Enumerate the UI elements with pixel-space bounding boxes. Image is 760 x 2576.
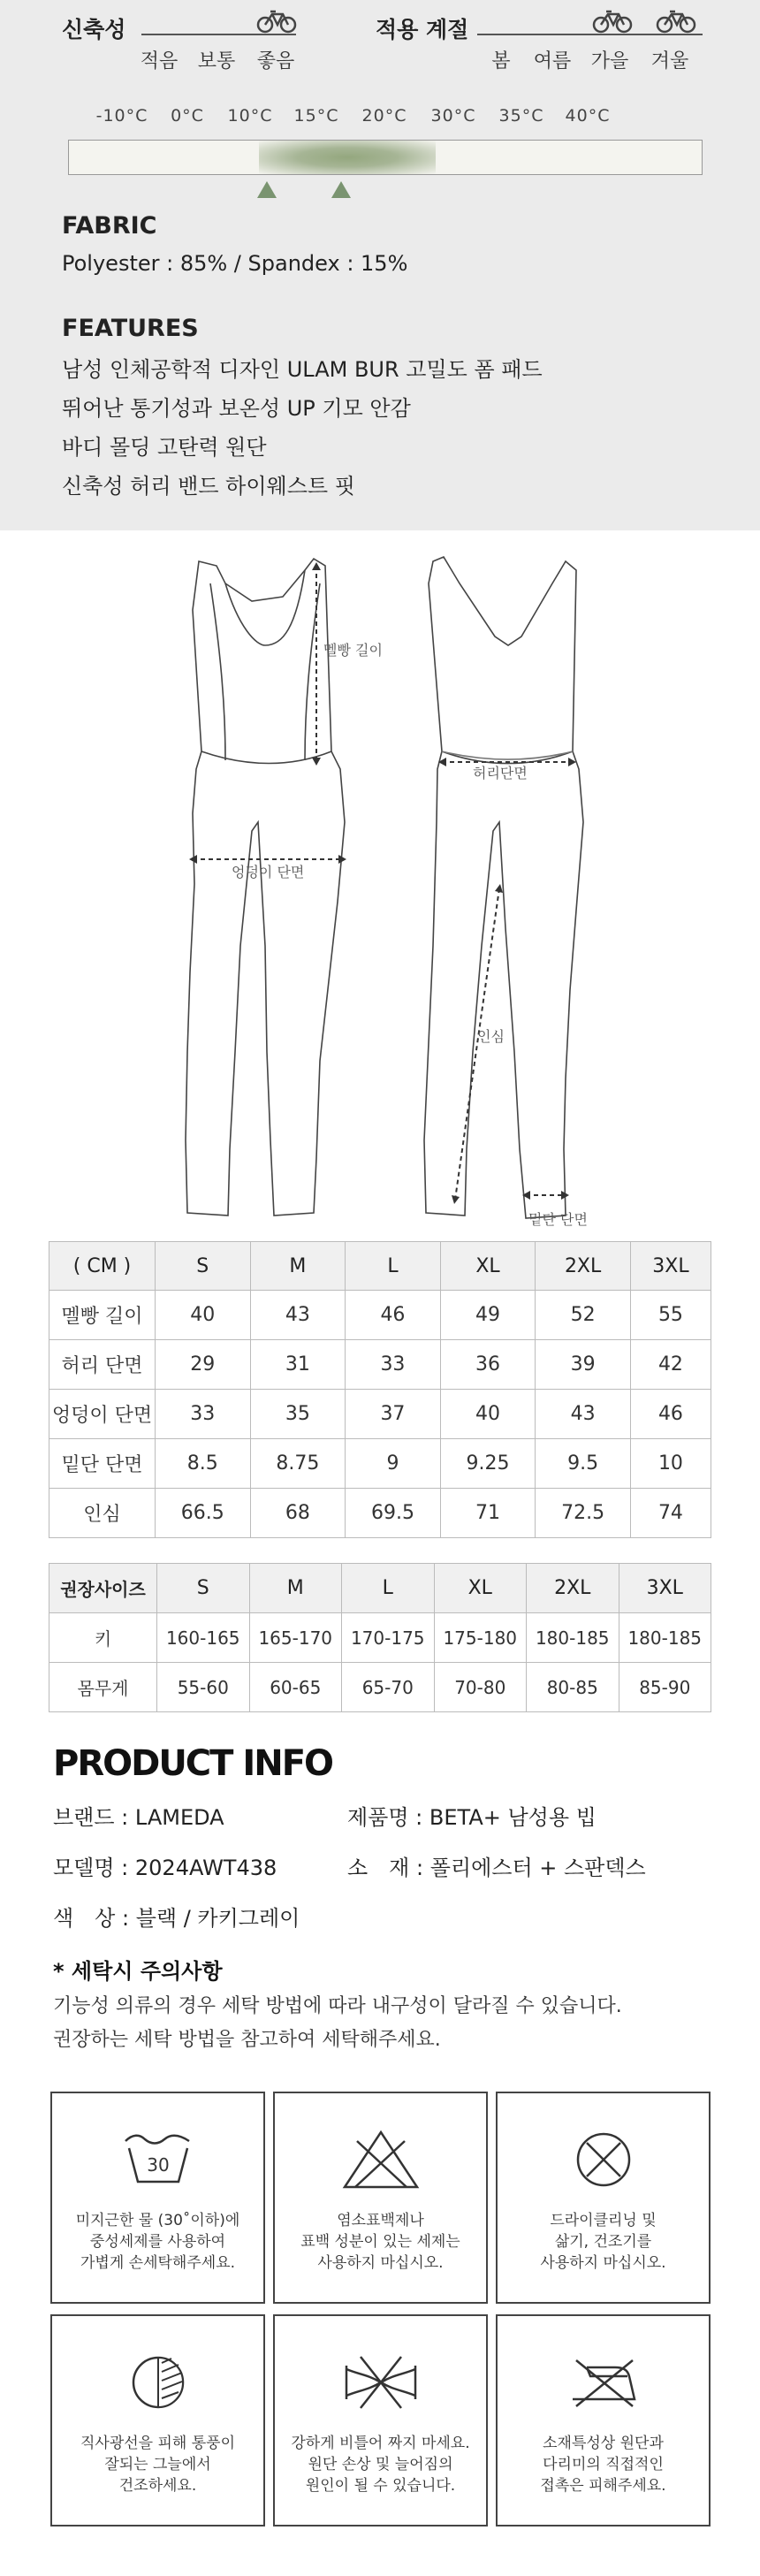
size-table-header: XL	[440, 1242, 536, 1291]
temperature-range-bar	[68, 140, 703, 175]
table-cell: 42	[630, 1340, 711, 1390]
table-cell: 43	[250, 1291, 346, 1340]
recommend-table-header: S	[157, 1564, 250, 1613]
label-waist: 허리단면	[473, 765, 528, 781]
label-strap: 멜빵 길이	[323, 642, 383, 659]
bicycle-icon	[592, 9, 633, 34]
table-cell: 74	[630, 1489, 711, 1538]
stretch-option-high: 좋음	[256, 50, 295, 72]
stretch-option-mid: 보통	[197, 50, 236, 72]
care-caption: 소재특성상 원단과 다리미의 직접적인 접촉은 피해주세요.	[540, 2435, 666, 2495]
table-cell: 40	[156, 1291, 251, 1340]
wash-temperature: 30	[147, 2154, 170, 2176]
stretch-label: 신축성	[62, 17, 126, 42]
recommend-table-header: 권장사이즈	[49, 1564, 157, 1613]
table-cell: 60-65	[249, 1663, 342, 1712]
table-cell: 멜빵 길이	[49, 1291, 156, 1340]
table-cell: 35	[250, 1390, 346, 1439]
table-cell: 66.5	[156, 1489, 251, 1538]
table-cell: 80-85	[527, 1663, 619, 1712]
table-cell: 29	[156, 1340, 251, 1390]
table-cell: 8.5	[156, 1439, 251, 1489]
temp-tick: 40°C	[565, 106, 611, 126]
label-hip: 엉덩이 단면	[232, 864, 305, 880]
table-row	[49, 1663, 711, 1712]
table-cell: 몸무게	[49, 1663, 157, 1712]
temp-tick: 15°C	[293, 106, 339, 126]
feature-item: 뛰어난 통기성과 보온성 UP 기모 안감	[62, 396, 411, 421]
table-cell: 52	[536, 1291, 631, 1340]
size-table-header: L	[346, 1242, 441, 1291]
temp-tick: 30°C	[430, 106, 476, 126]
bicycle-icon	[656, 9, 696, 34]
product-color: 색 상 : 블랙 / 카키그레이	[53, 1906, 300, 1931]
table-cell: 밑단 단면	[49, 1439, 156, 1489]
product-model: 모델명 : 2024AWT438	[53, 1856, 277, 1880]
fabric-heading: FABRIC	[62, 212, 157, 240]
size-table-header: M	[250, 1242, 346, 1291]
feature-item: 바디 몰딩 고탄력 원단	[62, 435, 267, 460]
season-scale-line	[477, 34, 703, 35]
size-table-header: 3XL	[630, 1242, 711, 1291]
table-cell: 49	[440, 1291, 536, 1340]
feature-item: 신축성 허리 밴드 하이웨스트 핏	[62, 474, 355, 499]
product-name: 제품명 : BETA+ 남성용 빕	[347, 1805, 597, 1830]
temp-tick: -10°C	[95, 106, 148, 126]
table-cell: 72.5	[536, 1489, 631, 1538]
label-inseam: 인심	[477, 1028, 505, 1045]
table-cell: 9.5	[536, 1439, 631, 1489]
table-row	[49, 1291, 711, 1340]
features-heading: FEATURES	[62, 315, 199, 342]
table-cell: 허리 단면	[49, 1340, 156, 1390]
care-caption: 염소표백제나 표백 성분이 있는 세제는 사용하지 마십시오.	[300, 2212, 460, 2272]
care-card-iron	[496, 2314, 711, 2526]
table-cell: 36	[440, 1340, 536, 1390]
table-cell: 키	[49, 1613, 157, 1663]
wash-30-icon	[118, 2129, 198, 2191]
size-table-header: S	[156, 1242, 251, 1291]
size-table-header: ( CM )	[49, 1242, 156, 1291]
care-caption: 미지근한 물 (30˚이하)에 중성세제를 사용하여 가볍게 손세탁해주세요.	[75, 2212, 240, 2272]
care-title: * 세탁시 주의사항	[53, 1959, 223, 1984]
table-cell: 71	[440, 1489, 536, 1538]
table-row	[49, 1613, 711, 1663]
product-brand: 브랜드 : LAMEDA	[53, 1805, 224, 1830]
recommend-table-header: 3XL	[619, 1564, 711, 1613]
table-row	[49, 1439, 711, 1489]
table-row	[49, 1489, 711, 1538]
no-dry-clean-icon	[564, 2129, 643, 2191]
table-cell: 10	[630, 1439, 711, 1489]
table-cell: 인심	[49, 1489, 156, 1538]
season-option-winter: 겨울	[650, 50, 689, 72]
no-wring-icon	[341, 2351, 421, 2413]
table-row	[49, 1340, 711, 1390]
table-cell: 85-90	[619, 1663, 711, 1712]
front-bib-outline	[186, 559, 345, 1216]
table-cell: 165-170	[249, 1613, 342, 1663]
temp-tick: 20°C	[361, 106, 407, 126]
table-cell: 9	[346, 1439, 441, 1489]
care-caption: 직사광선을 피해 통풍이 잘되는 그늘에서 건조하세요.	[80, 2435, 236, 2495]
temp-tick: 10°C	[227, 106, 273, 126]
product-info-title: PRODUCT INFO	[53, 1743, 333, 1784]
table-cell: 175-180	[434, 1613, 527, 1663]
table-cell: 엉덩이 단면	[49, 1390, 156, 1439]
care-description: 권장하는 세탁 방법을 참고하여 세탁해주세요.	[53, 2029, 441, 2051]
temp-marker-high	[331, 181, 351, 198]
table-row	[49, 1390, 711, 1439]
care-card-shade	[50, 2314, 265, 2526]
season-option-autumn: 가을	[590, 50, 629, 72]
care-card-wring	[273, 2314, 488, 2526]
measurement-diagram	[0, 530, 760, 1238]
season-label: 적용 계절	[376, 17, 469, 42]
shade-dry-icon	[118, 2351, 198, 2413]
recommend-table-header: L	[342, 1564, 435, 1613]
care-description: 기능성 의류의 경우 세탁 방법에 따라 내구성이 달라질 수 있습니다.	[53, 1995, 622, 2017]
care-caption: 강하게 비틀어 짜지 마세요. 원단 손상 및 늘어짐의 원인이 될 수 있습니다.	[291, 2435, 470, 2495]
table-cell: 31	[250, 1340, 346, 1390]
table-cell: 39	[536, 1340, 631, 1390]
no-iron-icon	[564, 2351, 643, 2413]
temp-tick: 35°C	[498, 106, 544, 126]
table-cell: 40	[440, 1390, 536, 1439]
season-option-summer: 여름	[533, 50, 572, 72]
recommend-table	[49, 1563, 711, 1712]
fabric-composition: Polyester : 85% / Spandex : 15%	[62, 251, 408, 276]
table-cell: 160-165	[157, 1613, 250, 1663]
table-cell: 180-185	[527, 1613, 619, 1663]
table-cell: 33	[156, 1390, 251, 1439]
temp-tick: 0°C	[171, 106, 204, 126]
product-material: 소 재 : 폴리에스터 + 스판덱스	[347, 1856, 646, 1880]
table-cell: 65-70	[342, 1663, 435, 1712]
stretch-option-low: 적음	[140, 50, 179, 72]
care-card-dryclean	[496, 2092, 711, 2304]
table-cell: 46	[630, 1390, 711, 1439]
table-cell: 8.75	[250, 1439, 346, 1489]
table-cell: 33	[346, 1340, 441, 1390]
table-cell: 170-175	[342, 1613, 435, 1663]
bicycle-icon	[256, 9, 297, 34]
table-cell: 180-185	[619, 1613, 711, 1663]
table-cell: 55-60	[157, 1663, 250, 1712]
recommend-table-header: XL	[434, 1564, 527, 1613]
recommend-table-header: 2XL	[527, 1564, 619, 1613]
label-hem: 밑단 단면	[528, 1211, 588, 1228]
season-option-spring: 봄	[491, 50, 511, 72]
care-caption: 드라이클리닝 및 삶기, 건조기를 사용하지 마십시오.	[540, 2212, 666, 2272]
temperature-range-highlight	[259, 141, 436, 174]
stretch-scale-line	[141, 34, 296, 35]
table-cell: 68	[250, 1489, 346, 1538]
feature-item: 남성 인체공학적 디자인 ULAM BUR 고밀도 폼 패드	[62, 357, 543, 382]
recommend-table-header: M	[249, 1564, 342, 1613]
size-table	[49, 1241, 711, 1538]
table-cell: 55	[630, 1291, 711, 1340]
table-cell: 9.25	[440, 1439, 536, 1489]
size-table-header: 2XL	[536, 1242, 631, 1291]
table-cell: 70-80	[434, 1663, 527, 1712]
table-cell: 37	[346, 1390, 441, 1439]
table-cell: 46	[346, 1291, 441, 1340]
care-card-wash	[50, 2092, 265, 2304]
table-cell: 43	[536, 1390, 631, 1439]
temp-marker-low	[257, 181, 277, 198]
care-card-bleach	[273, 2092, 488, 2304]
no-bleach-icon	[341, 2129, 421, 2191]
table-cell: 69.5	[346, 1489, 441, 1538]
back-bib-outline	[424, 557, 583, 1218]
